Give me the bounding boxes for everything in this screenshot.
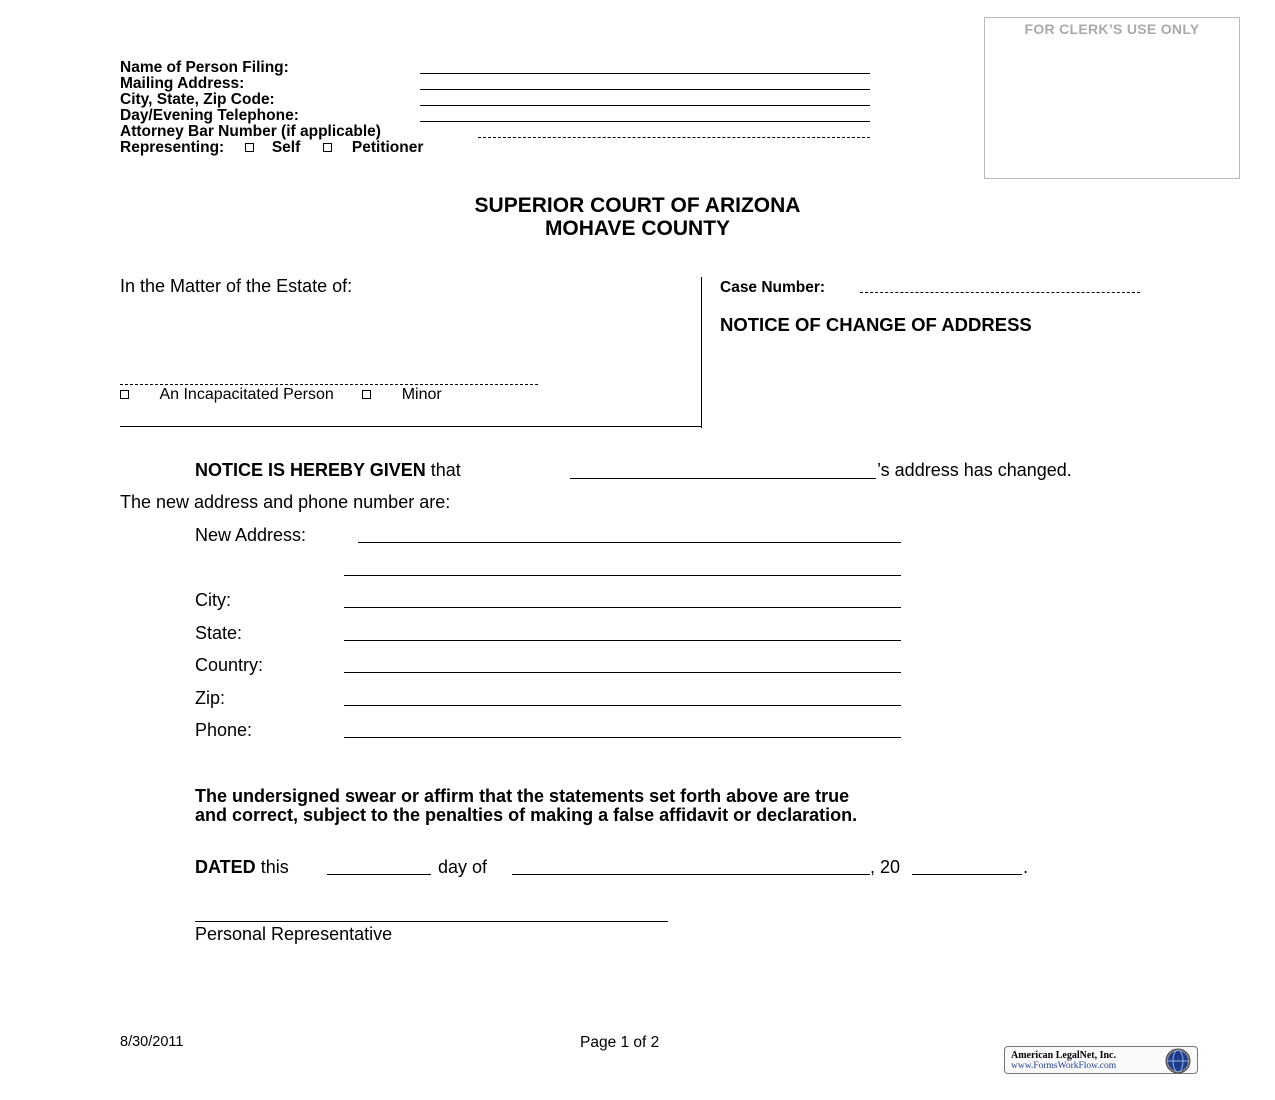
incapacitated-checkbox[interactable]	[120, 390, 129, 399]
minor-checkbox[interactable]	[362, 390, 371, 399]
incapacitated-label: An Incapacitated Person	[159, 386, 334, 403]
clerk-use-box	[984, 17, 1240, 179]
country-field[interactable]	[344, 672, 901, 673]
representing-label: Representing:	[120, 139, 225, 156]
telephone-label: Day/Evening Telephone:	[120, 107, 299, 124]
new-address-label: New Address:	[195, 525, 307, 545]
city-field[interactable]	[344, 607, 901, 608]
country-label: Country:	[195, 655, 264, 675]
state-field[interactable]	[344, 640, 901, 641]
signature-label: Personal Representative	[195, 924, 393, 944]
matter-label: In the Matter of the Estate of:	[120, 276, 353, 296]
petitioner-checkbox[interactable]	[323, 143, 332, 152]
caption-divider	[701, 277, 702, 428]
dated-period: .	[1023, 857, 1029, 877]
affirmation-line2: and correct, subject to the penalties of making a false affidavit or declaration.	[195, 805, 858, 825]
new-address-field-line2[interactable]	[344, 575, 901, 576]
zip-field[interactable]	[344, 705, 901, 706]
day-of-text: day of	[438, 857, 488, 877]
logo-url: www.FormsWorkFlow.com	[1011, 1061, 1117, 1071]
day-field[interactable]	[327, 874, 431, 875]
filer-name-field[interactable]	[420, 73, 870, 74]
logo-company-name: American LegalNet, Inc.	[1011, 1050, 1116, 1061]
telephone-field[interactable]	[420, 121, 870, 122]
county-name: MOHAVE COUNTY	[544, 217, 731, 240]
city-state-zip-field[interactable]	[420, 105, 870, 106]
clerk-use-label: FOR CLERK’S USE ONLY	[1024, 21, 1200, 37]
dated-this: this	[260, 857, 289, 877]
year-field[interactable]	[912, 874, 1022, 875]
self-checkbox[interactable]	[245, 143, 254, 152]
signature-line[interactable]	[195, 921, 668, 922]
petitioner-label: Petitioner	[351, 139, 424, 156]
notice-bold-lead: NOTICE IS HEREBY GIVEN	[195, 460, 426, 480]
address-changed-text: ’s address has changed.	[877, 460, 1072, 480]
city-state-zip-label: City, State, Zip Code:	[120, 91, 275, 108]
minor-label: Minor	[401, 386, 442, 403]
zip-label: Zip:	[195, 688, 226, 708]
court-name: SUPERIOR COURT OF ARIZONA	[474, 194, 801, 217]
self-label: Self	[271, 139, 301, 156]
affirmation-line1: The undersigned swear or affirm that the statements set forth above are true	[195, 786, 850, 806]
person-name-field[interactable]	[570, 478, 876, 479]
month-field[interactable]	[512, 874, 870, 875]
document-title: NOTICE OF CHANGE OF ADDRESS	[720, 314, 1032, 335]
estate-name-field[interactable]	[120, 384, 538, 385]
american-legalnet-logo	[1004, 1046, 1198, 1074]
filer-name-label: Name of Person Filing:	[120, 59, 289, 76]
case-number-field[interactable]	[860, 292, 1140, 293]
notice-that: that	[430, 460, 461, 480]
globe-icon	[1165, 1048, 1191, 1074]
phone-label: Phone:	[195, 720, 253, 740]
caption-bottom-rule	[120, 426, 702, 427]
year-prefix: , 20	[870, 857, 901, 877]
footer-page-number: Page 1 of 2	[580, 1034, 660, 1051]
dated-lead	[195, 857, 289, 878]
mailing-address-field[interactable]	[420, 89, 870, 90]
phone-field[interactable]	[344, 737, 901, 738]
bar-number-field[interactable]	[478, 137, 870, 138]
representing-row	[120, 140, 423, 156]
notice-intro: The new address and phone number are:	[120, 492, 451, 512]
mailing-address-label: Mailing Address:	[120, 75, 245, 92]
footer-date: 8/30/2011	[120, 1034, 184, 1050]
new-address-field[interactable]	[358, 542, 901, 543]
city-label: City:	[195, 590, 231, 610]
estate-type-row	[120, 386, 442, 404]
case-number-label: Case Number:	[720, 279, 826, 296]
bar-number-label: Attorney Bar Number (if applicable)	[120, 123, 381, 140]
dated-bold: DATED	[195, 857, 256, 877]
state-label: State:	[195, 623, 243, 643]
notice-lead	[195, 460, 461, 481]
